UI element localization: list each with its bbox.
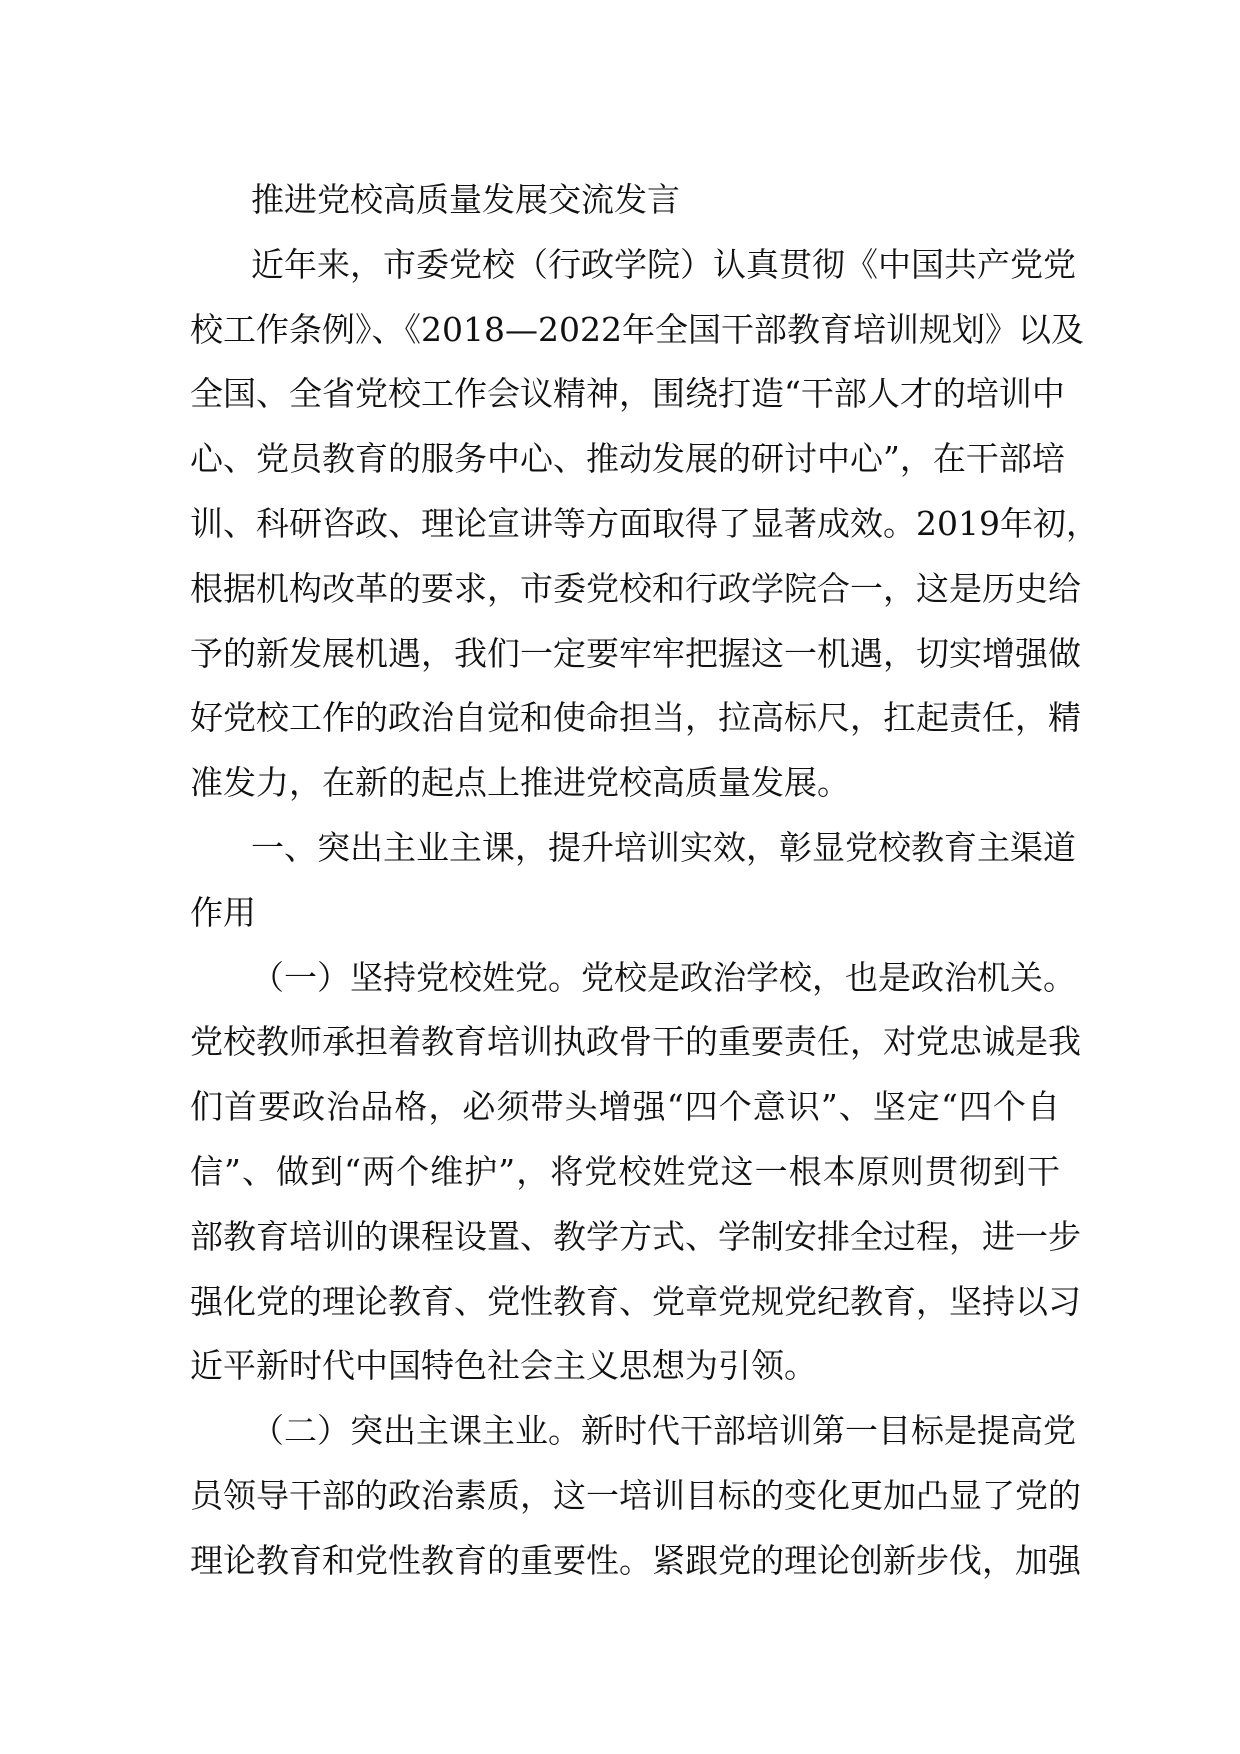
text-line: 近年来，市委党校（行政学院）认真贯彻《中国共产党党: [251, 244, 1076, 284]
text-line: 予的新发展机遇，我们一定要牢牢把握这一机遇，切实增强做: [190, 633, 1081, 673]
text-line: 好党校工作的政治自觉和使命担当，拉高标尺，扛起责任，精: [190, 698, 1081, 738]
text-line: 心、党员教育的服务中心、推动发展的研讨中心”，在干部培: [190, 439, 1065, 479]
section-heading: 一、突出主业主课，提升培训实效，彰显党校教育主渠道: [251, 827, 1076, 867]
text-line: 们首要政治品格，必须带头增强“四个意识”、坚定“四个自: [190, 1087, 1060, 1127]
subsection-line: （一）坚持党校姓党。党校是政治学校，也是政治机关。: [251, 957, 1076, 997]
text-line: 训、科研咨政、理论宣讲等方面取得了显著成效。2019年初，: [190, 503, 1099, 543]
text-line: 近平新时代中国特色社会主义思想为引领。: [190, 1346, 817, 1386]
subsection-line: （二）突出主课主业。新时代干部培训第一目标是提高党: [251, 1411, 1076, 1451]
document-body: [190, 168, 1099, 1594]
text-line: 强化党的理论教育、党性教育、党章党规党纪教育，坚持以习: [190, 1281, 1081, 1321]
text-line: 根据机构改革的要求，市委党校和行政学院合一，这是历史给: [190, 568, 1081, 608]
text-line: 部教育培训的课程设置、教学方式、学制安排全过程，进一步: [190, 1216, 1081, 1256]
text-line: 党校教师承担着教育培训执政骨干的重要责任，对党忠诚是我: [190, 1022, 1081, 1062]
document-title: 推进党校高质量发展交流发言: [251, 180, 680, 219]
section-heading: 作用: [190, 892, 256, 932]
text-line: 全国、全省党校工作会议精神，围绕打造“干部人才的培训中: [190, 374, 1065, 414]
text-line: 理论教育和党性教育的重要性。紧跟党的理论创新步伐，加强: [190, 1540, 1081, 1580]
text-line: 信”、做到“两个维护”，将党校姓党这一根本原则贯彻到干: [190, 1151, 1060, 1191]
text-line: 校工作条例》、《2018—2022年全国干部教育培训规划》以及: [190, 309, 1084, 349]
text-line: 准发力，在新的起点上推进党校高质量发展。: [190, 763, 850, 803]
text-line: 员领导干部的政治素质，这一培训目标的变化更加凸显了党的: [190, 1475, 1081, 1515]
